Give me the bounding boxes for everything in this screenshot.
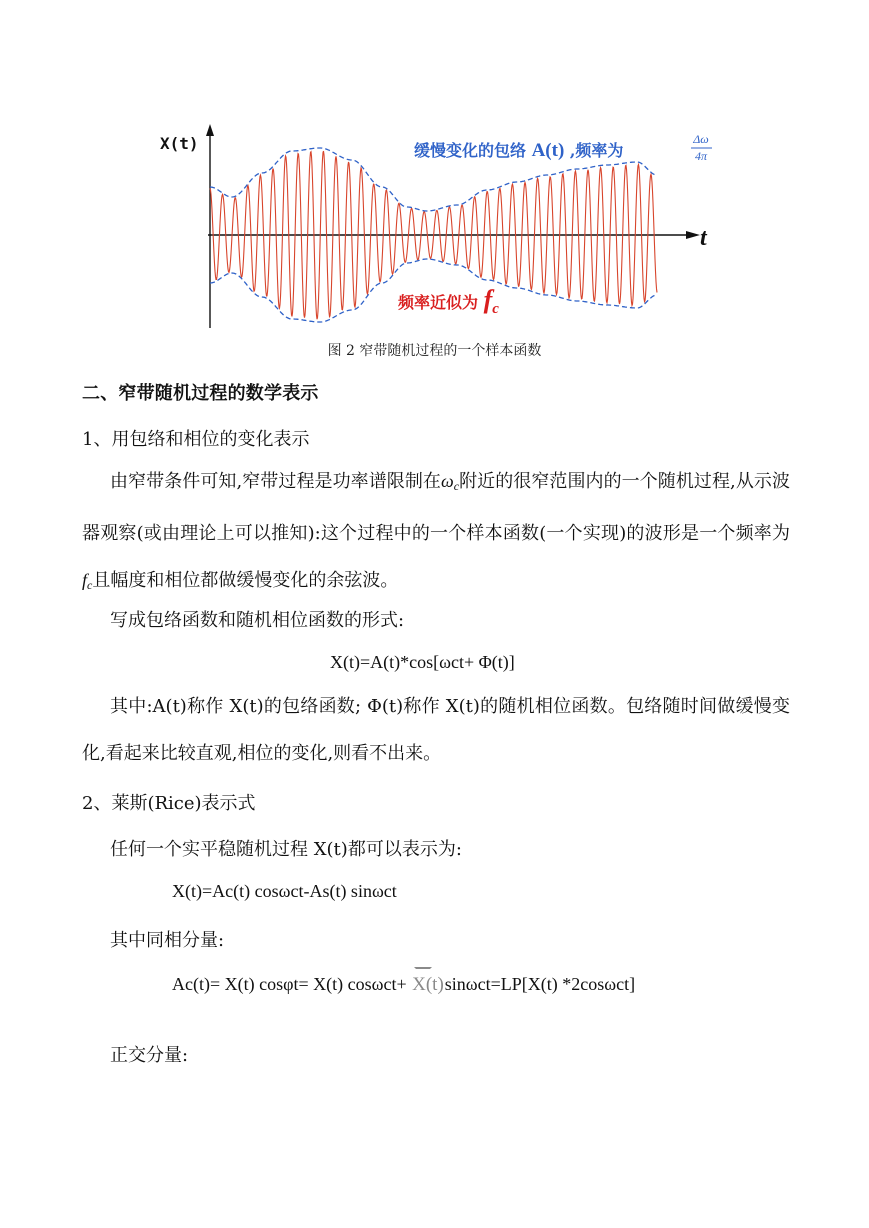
section-heading: 二、窄带随机过程的数学表示 bbox=[82, 383, 319, 404]
omega-subscript: c bbox=[453, 479, 460, 493]
formula-inphase bbox=[172, 974, 635, 996]
fc-subscript: c bbox=[87, 578, 93, 592]
paragraph-rice-intro: 任何一个实平稳随机过程 X(t)都可以表示为: bbox=[110, 839, 462, 860]
envelope-annotation-suffix: ,频率为 bbox=[564, 141, 624, 160]
waveform-figure bbox=[152, 118, 724, 336]
subsection-title-2: 2、莱斯(Rice)表示式 bbox=[82, 793, 256, 814]
paragraph-inphase-label: 其中同相分量: bbox=[110, 930, 225, 951]
carrier-annotation-text: 频率近似为 bbox=[398, 293, 484, 312]
omega-symbol: ω bbox=[440, 471, 454, 491]
para-text: 且幅度和相位都做缓慢变化的余弦波。 bbox=[92, 570, 399, 591]
hilbert-transform-symbol: X(t) bbox=[412, 974, 444, 995]
y-axis-label: X(t) bbox=[160, 134, 199, 153]
formula-envelope-phase: X(t)=A(t)*cos[ωct+ Φ(t)] bbox=[330, 652, 515, 672]
paragraph-form-intro: 写成包络函数和随机相位函数的形式: bbox=[110, 610, 405, 631]
envelope-annotation-symbol: A(t) bbox=[531, 140, 565, 161]
envelope-annotation-text: 缓慢变化的包络 bbox=[414, 141, 532, 160]
para-text: 由窄带条件可知,窄带过程是功率谱限制在 bbox=[110, 471, 441, 492]
carrier-annotation-sub: c bbox=[492, 301, 499, 317]
carrier-annotation-symbol: f bbox=[483, 285, 493, 314]
x-axis-arrow bbox=[686, 231, 700, 239]
paragraph-envelope-description: 其中:A(t)称作 X(t)的包络函数; Φ(t)称作 X(t)的随机相位函数。包络随时间做缓慢变化,看起来比较直观,相位的变化,则看不出来。 bbox=[82, 696, 790, 764]
envelope-annotation bbox=[414, 140, 623, 161]
para-text: 附近的很窄范围内的一个随机过程,从示波器观察(或由理论上可以推知):这个过程中的一个样本函数(一个实现)的波形是一个频率为 bbox=[82, 471, 790, 544]
freq-numerator: Δω bbox=[693, 132, 709, 146]
formula-inphase-part-b: sinωct=LP[X(t) *2cosωct] bbox=[444, 974, 636, 994]
x-axis-label: t bbox=[700, 225, 707, 251]
paragraph-quadrature-label: 正交分量: bbox=[110, 1045, 189, 1066]
carrier-annotation bbox=[398, 285, 499, 317]
freq-denominator: 4π bbox=[694, 149, 708, 163]
subsection-title-1: 1、用包络和相位的变化表示 bbox=[82, 429, 310, 450]
y-axis-arrow bbox=[206, 124, 214, 136]
figure-narrowband-sample bbox=[152, 118, 724, 336]
formula-inphase-part-a: Ac(t)= X(t) cosφt= X(t) cosωct+ bbox=[172, 974, 412, 994]
fc-symbol: f bbox=[82, 570, 88, 590]
paragraph-narrowband-condition bbox=[82, 458, 790, 609]
figure-caption: 图 2 窄带随机过程的一个样本函数 bbox=[327, 343, 542, 359]
formula-rice: X(t)=Ac(t) cosωct-As(t) sinωct bbox=[172, 881, 397, 901]
